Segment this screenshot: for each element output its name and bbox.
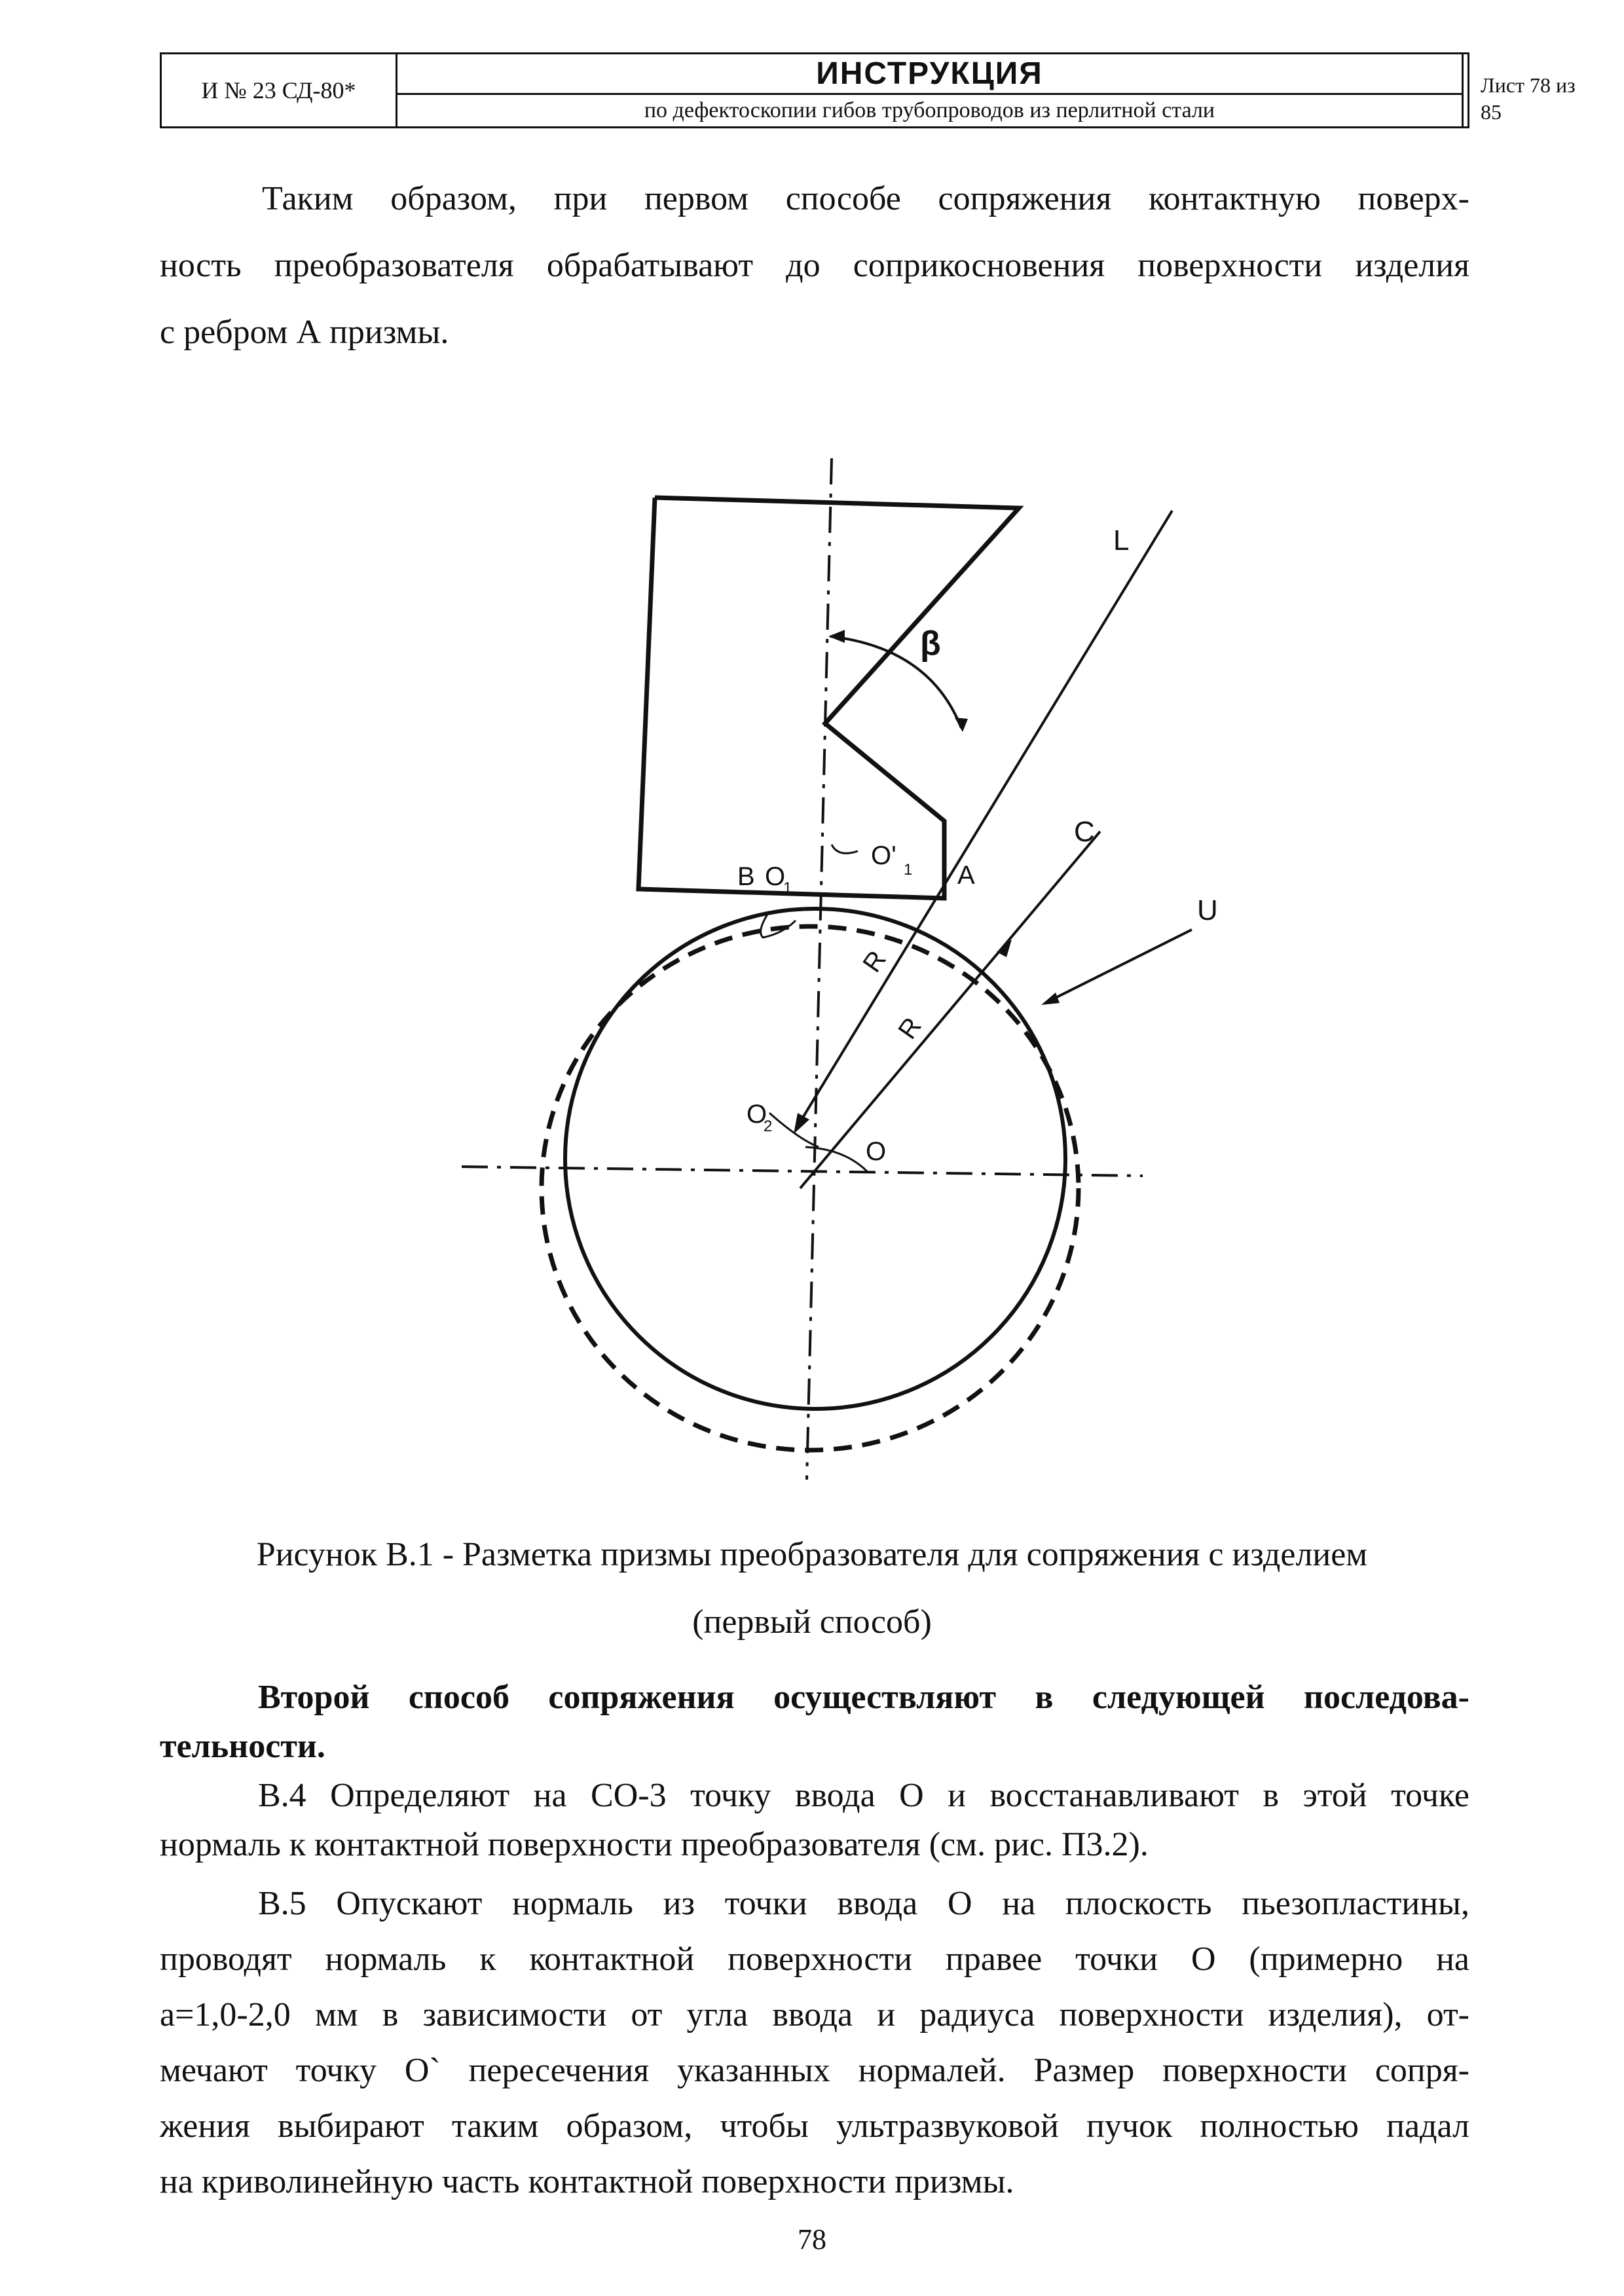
figure-caption-line-1: Рисунок В.1 - Разметка призмы преобразователя для сопряжения с изделием <box>256 1536 1368 1573</box>
line-C-arrow <box>997 939 1012 957</box>
label-beta: β <box>920 625 941 663</box>
section2-heading-line-1: Второй способ сопряжения осуществляют в следующей последова- <box>258 1679 1469 1716</box>
b5-line-6: на криволинейную часть контактной поверхности призмы. <box>160 2163 1014 2200</box>
b4-line-2: нормаль к контактной поверхности преобразователя (см. рис. П3.2). <box>160 1826 1149 1863</box>
contact-scribble <box>761 911 796 938</box>
doc-subtitle: по дефектоскопии гибов трубопроводов из перлитной стали <box>644 98 1215 122</box>
label-O: O <box>866 1137 887 1166</box>
label-U: U <box>1197 894 1218 926</box>
line-U-arrow <box>1041 993 1060 1005</box>
intro-line-2: ность преобразователя обрабатывают до соприкосновения поверхности изделия <box>160 247 1469 284</box>
b5-line-1: В.5 Опускают нормаль из точки ввода О на плоскость пьезопластины, <box>258 1885 1469 1922</box>
label-B: B <box>737 862 755 891</box>
section2-heading-line-2: тельности. <box>160 1728 325 1765</box>
vertical-axis <box>807 458 832 1480</box>
b5-line-2: проводят нормаль к контактной поверхности правее точки О (примерно на <box>160 1941 1469 1978</box>
label-O2: O <box>747 1100 767 1129</box>
sheet-line-1: Лист 78 из <box>1481 73 1576 97</box>
label-R1: R <box>857 945 892 978</box>
b4-line-1: В.4 Определяют на СО-3 точку ввода О и восстанавливают в этой точке <box>258 1777 1469 1814</box>
b5-line-5: жения выбирают таким образом, чтобы ультразвуковой пучок полностью падал <box>160 2107 1469 2145</box>
label-O1-prime: O' <box>871 841 896 870</box>
figure-caption-line-2: (первый способ) <box>692 1603 932 1641</box>
beta-arc <box>830 636 961 728</box>
dashed-circle <box>542 926 1079 1450</box>
sheet-line-2: 85 <box>1481 100 1502 124</box>
b5-line-4: мечают точку О` пересечения указанных нормалей. Размер поверхности сопря- <box>160 2052 1469 2089</box>
line-U <box>1048 930 1192 1002</box>
intro-line-1: Таким образом, при первом способе сопряжения контактную поверх- <box>262 180 1469 217</box>
beta-arrow-left <box>828 630 845 643</box>
beam-arrow <box>794 1113 809 1134</box>
contact-arc <box>832 845 858 853</box>
o2-arc <box>769 1113 819 1147</box>
beta-arrow-right <box>955 718 968 732</box>
label-O1-sub: 1 <box>783 879 792 897</box>
label-R2: R <box>893 1012 927 1045</box>
label-A: A <box>957 861 975 890</box>
beam-line-L <box>798 511 1172 1126</box>
intro-line-3: с ребром А призмы. <box>160 314 449 351</box>
doc-number: И № 23 СД-80* <box>162 54 397 126</box>
line-C <box>800 831 1100 1188</box>
label-O1-prime-sub: 1 <box>904 861 913 879</box>
label-O2-sub: 2 <box>764 1118 773 1135</box>
b5-line-3: а=1,0-2,0 мм в зависимости от угла ввода и радиуса поверхности изделия), от- <box>160 1996 1469 2033</box>
label-L: L <box>1113 524 1130 556</box>
page-number: 78 <box>798 2223 826 2255</box>
label-C: C <box>1074 816 1095 848</box>
label-O1: O <box>765 862 786 891</box>
doc-title: ИНСТРУКЦИЯ <box>397 54 1462 95</box>
